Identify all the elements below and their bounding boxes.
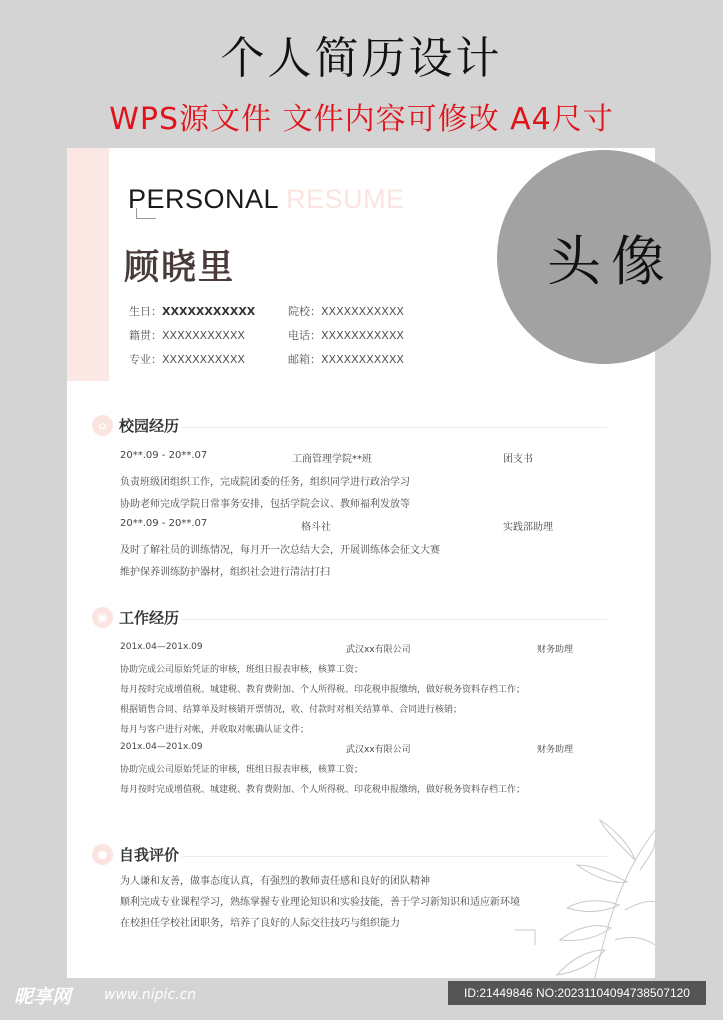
entry-org: 武汉xx有限公司: [346, 645, 411, 655]
info-phone: [288, 327, 404, 343]
leaf-decoration-icon: [515, 810, 655, 978]
self-line: 为人谦和友善，做事态度认真，有强烈的教师责任感和良好的团队精神: [120, 876, 430, 887]
info-label: 生日：: [129, 305, 162, 318]
info-label: 院校：: [288, 305, 321, 318]
info-value: XXXXXXXXXXX: [162, 329, 245, 342]
entry-line: 协助完成公司原始凭证的审核，班组日报表审核，核算工资；: [120, 665, 364, 675]
entry-org: 武汉xx有限公司: [346, 745, 411, 755]
entry-role: 实践部助理: [503, 522, 553, 533]
section-divider: [182, 619, 607, 620]
resume-heading: [128, 184, 405, 215]
entry-date: 20**.09 - 20**.07: [120, 518, 208, 529]
section-campus: [92, 415, 179, 436]
pink-accent-bar: [67, 148, 109, 381]
corner-mark: [136, 208, 156, 219]
resume-page: [67, 148, 675, 978]
info-major: [129, 351, 245, 367]
briefcase-icon: ▣: [92, 607, 113, 628]
entry-role: 团支书: [503, 454, 533, 465]
section-divider: [182, 427, 607, 428]
info-label: 邮箱：: [288, 353, 321, 366]
entry-line: 协助老师完成学院日常事务安排，包括学院会议、教师福利发放等: [120, 499, 410, 510]
entry-line: 协助完成公司原始凭证的审核，班组日报表审核，核算工资；: [120, 765, 364, 775]
entry-line: 每月按时完成增值税、城建税、教育费附加、个人所得税、印花税申报缴纳，做好税务资料存档工作；: [120, 785, 526, 795]
entry-line: 维护保养训练防护器材，组织社会进行清洁打扫: [120, 567, 330, 578]
entry-date: 201x.04—201x.09: [120, 742, 203, 752]
entry-org: 工商管理学院**班: [292, 454, 372, 465]
banner-subtitle: WPS源文件 文件内容可修改 A4尺寸: [109, 102, 614, 137]
info-school: [288, 303, 404, 319]
home-icon: ⌂: [92, 415, 113, 436]
info-value: XXXXXXXXXXX: [162, 305, 256, 318]
info-label: 专业：: [129, 353, 162, 366]
candidate-name: 顾晓里: [124, 248, 236, 288]
section-title: 校园经历: [119, 417, 180, 435]
info-label: 籍贯：: [129, 329, 162, 342]
section-title: 自我评价: [119, 846, 180, 864]
info-value: XXXXXXXXXXX: [321, 305, 404, 318]
photo-label: 头像: [547, 229, 675, 293]
self-line: 在校担任学校社团职务，培养了良好的人际交往技巧与组织能力: [120, 918, 400, 929]
watermark-id: ID:21449846 NO:20231104094738507120: [448, 981, 706, 1005]
entry-org: 格斗社: [301, 522, 331, 533]
banner-title: 个人简历设计: [220, 33, 503, 84]
info-label: 电话：: [288, 329, 321, 342]
entry-line: 根据销售合同、结算单及时核销开票情况，收、付款时对相关结算单、合同进行核销；: [120, 705, 463, 715]
watermark-logo: 昵享网: [14, 986, 72, 1008]
section-work: [92, 607, 179, 628]
entry-date: 20**.09 - 20**.07: [120, 450, 208, 461]
info-value: XXXXXXXXXXX: [321, 353, 404, 366]
entry-role: 财务助理: [537, 645, 574, 655]
entry-line: 及时了解社员的训练情况，每月开一次总结大会，开展训练体会征文大赛: [120, 545, 440, 556]
entry-date: 201x.04—201x.09: [120, 642, 203, 652]
photo-placeholder: [497, 150, 711, 364]
entry-role: 财务助理: [537, 745, 574, 755]
entry-line: 每月按时完成增值税、城建税、教育费附加、个人所得税、印花税申报缴纳，做好税务资料存档工作；: [120, 685, 526, 695]
info-email: [288, 351, 404, 367]
watermark-url: www.nipic.cn: [104, 987, 197, 1003]
info-native: [129, 327, 245, 343]
info-birth: [129, 303, 255, 319]
info-value: XXXXXXXXXXX: [321, 329, 404, 342]
info-value: XXXXXXXXXXX: [162, 353, 245, 366]
heading-dark: PERSONAL: [128, 184, 279, 214]
entry-line: 负责班级团组织工作，完成院团委的任务，组织同学进行政治学习: [120, 477, 410, 488]
person-icon: ●: [92, 844, 113, 865]
section-self: [92, 844, 179, 865]
heading-light: RESUME: [286, 184, 405, 214]
entry-line: 每月与客户进行对帐，并收取对帐确认证文件；: [120, 725, 310, 735]
section-title: 工作经历: [119, 609, 180, 627]
self-line: 顺利完成专业课程学习，熟练掌握专业理论知识和实验技能，善于学习新知识和适应新环境: [120, 897, 520, 908]
